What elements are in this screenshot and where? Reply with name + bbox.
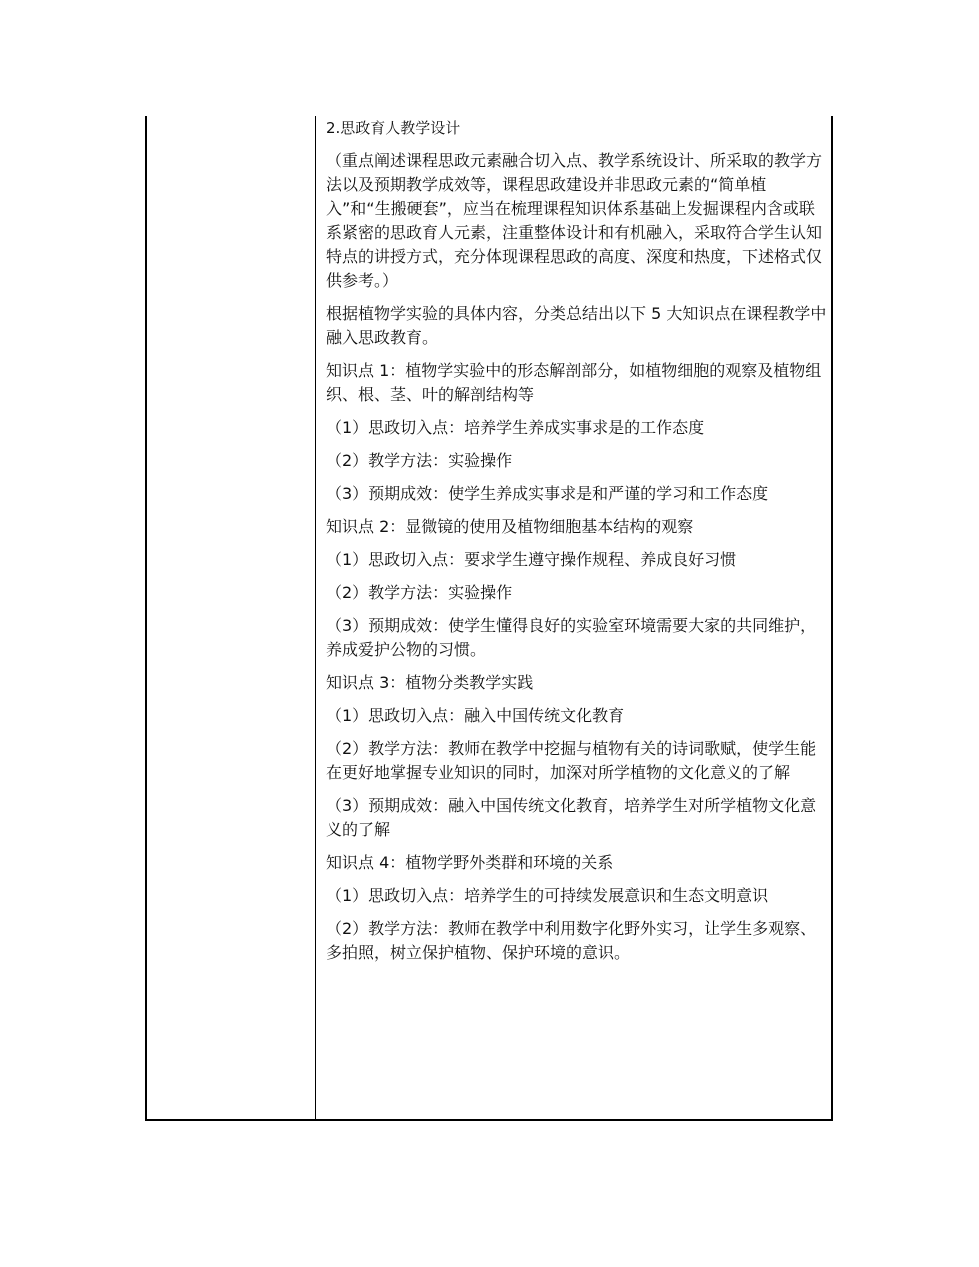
knowledge-point-2-item-2: （2）教学方法：实验操作	[326, 583, 513, 602]
knowledge-point-4-title: 知识点 4：植物学野外类群和环境的关系	[326, 853, 614, 872]
knowledge-point-1-item-2: （2）教学方法：实验操作	[326, 451, 513, 470]
knowledge-point-3-item-1: （1）思政切入点：融入中国传统文化教育	[326, 706, 625, 725]
knowledge-point-4-item-2: （2）教学方法：教师在教学中利用数字化野外实习，让学生多观察、多拍照，树立保护植物、保护环境的意识。	[326, 919, 817, 962]
knowledge-point-3-item-2: （2）教学方法：教师在教学中挖掘与植物有关的诗词歌赋，使学生能在更好地掌握专业知识的同时，加深对所学植物的文化意义的了解	[326, 739, 817, 782]
knowledge-point-2-item-3: （3）预期成效：使学生懂得良好的实验室环境需要大家的共同维护，养成爱护公物的习惯。	[326, 616, 817, 659]
knowledge-point-3-title: 知识点 3：植物分类教学实践	[326, 673, 534, 692]
knowledge-point-4-item-1: （1）思政切入点：培养学生的可持续发展意识和生态文明意识	[326, 886, 769, 905]
table-right-cell	[326, 116, 830, 974]
knowledge-point-2-title: 知识点 2：显微镜的使用及植物细胞基本结构的观察	[326, 517, 694, 536]
table-left-cell	[147, 116, 315, 1119]
summary-text: 根据植物学实验的具体内容，分类总结出以下 5 大知识点在课程教学中融入思政教育。	[326, 304, 827, 347]
column-divider	[315, 116, 316, 1119]
design-table	[145, 116, 833, 1121]
knowledge-point-1-item-3: （3）预期成效：使学生养成实事求是和严谨的学习和工作态度	[326, 484, 769, 503]
section-title: 2.思政育人教学设计	[326, 119, 461, 137]
intro-note: （重点阐述课程思政元素融合切入点、教学系统设计、所采取的教学方法以及预期教学成效等，课程思政建设并非思政元素的“简单植入”和“生搬硬套”，应当在梳理课程知识体系基础上发掘课程内含或联系紧密的思政育人元素，注重整体设计和有机融入，采取符合学生认知特点的讲授方式，充分体现课程思政的高度、深度和热度，下述格式仅供参考。）	[326, 151, 823, 290]
knowledge-point-1-item-1: （1）思政切入点：培养学生养成实事求是的工作态度	[326, 418, 705, 437]
knowledge-point-3-item-3: （3）预期成效：融入中国传统文化教育，培养学生对所学植物文化意义的了解	[326, 796, 817, 839]
knowledge-point-2-item-1: （1）思政切入点：要求学生遵守操作规程、养成良好习惯	[326, 550, 737, 569]
knowledge-point-1-title: 知识点 1：植物学实验中的形态解剖部分，如植物细胞的观察及植物组织、根、茎、叶的解剖结构等	[326, 361, 822, 404]
